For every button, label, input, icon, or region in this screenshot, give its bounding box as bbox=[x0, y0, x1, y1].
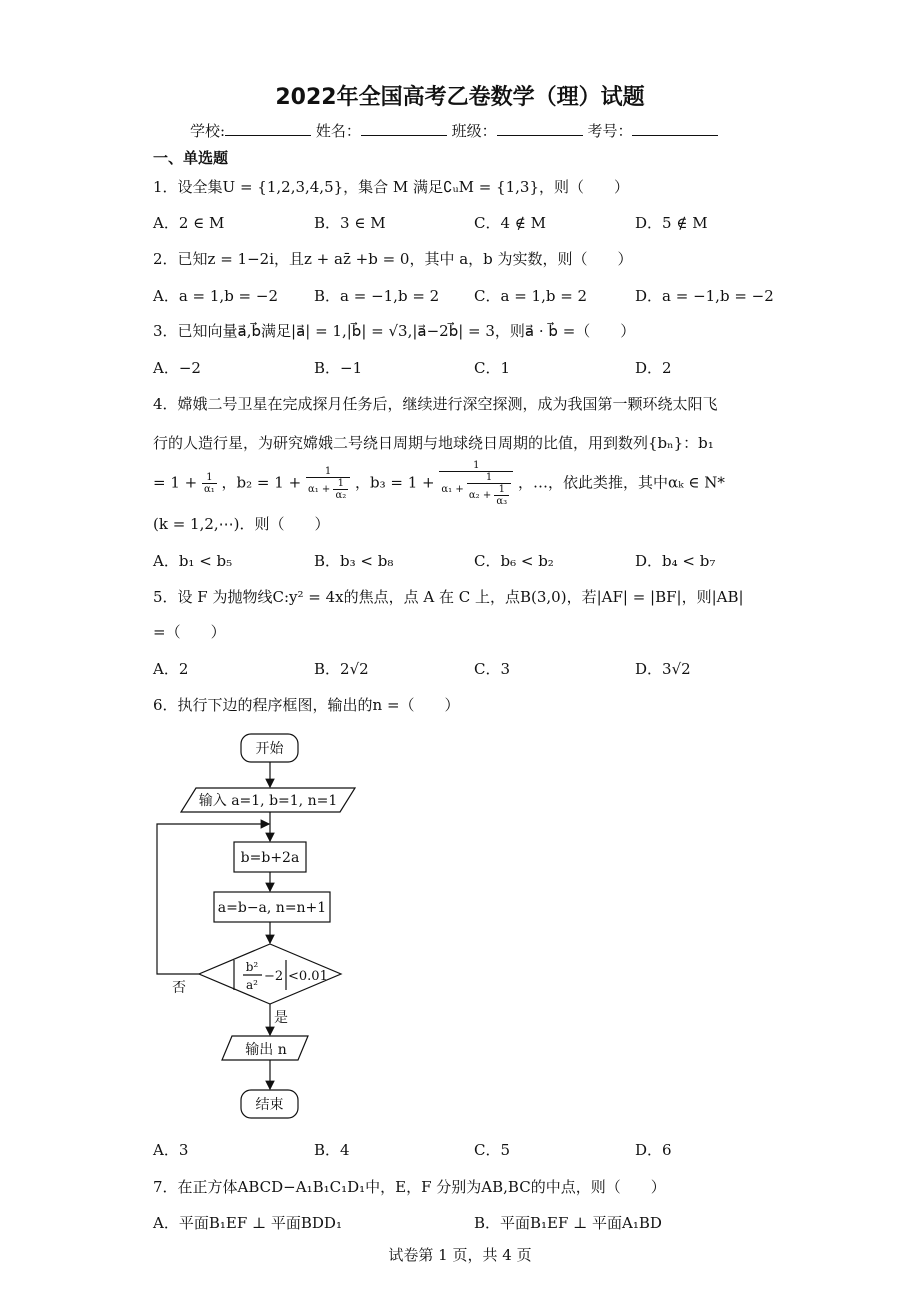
question-4-stem-line-1: 4．嫦娥二号卫星在完成探月任务后，继续进行深空探测，成为我国第一颗环绕太阳飞 bbox=[153, 395, 718, 413]
question-7-option-b: B．平面B₁EF ⊥ 平面A₁BD bbox=[474, 1214, 662, 1232]
flow-cond-minus2: −2 bbox=[264, 969, 284, 984]
question-1-option-c: C．4 ∉ M bbox=[474, 214, 547, 232]
question-6-stem: 6．执行下边的程序框图，输出的n =（ ） bbox=[153, 696, 460, 714]
fraction-b3-inner-denominator: α₃ bbox=[496, 496, 508, 507]
b2-lhs: ，b₂ = 1 + bbox=[221, 473, 302, 492]
flow-cond-threshold: <0.01 bbox=[288, 969, 328, 984]
question-3-option-d: D．2 bbox=[635, 359, 672, 377]
flow-cond-b2: b² bbox=[245, 960, 259, 974]
question-5-stem-line-1: 5．设 F 为抛物线C:y² = 4x的焦点，点 A 在 C 上，点B(3,0)，若|AF| = |BF|，则|AB| bbox=[153, 588, 744, 606]
question-5-option-b: B．2√2 bbox=[314, 660, 369, 678]
question-6-option-d: D．6 bbox=[635, 1141, 672, 1159]
section-heading: 一、单选题 bbox=[153, 149, 229, 167]
question-1-stem: 1．设全集U = {1,2,3,4,5}，集合 M 满足∁ᵤM = {1,3}，则（ ） bbox=[153, 178, 629, 196]
page-footer: 试卷第 1 页，共 4 页 bbox=[388, 1246, 532, 1264]
fraction-b1-denominator: α₁ bbox=[204, 484, 215, 495]
flow-end-text: 结束 bbox=[255, 1097, 284, 1113]
question-2-option-d: D．a = −1,b = −2 bbox=[635, 287, 774, 305]
b3-lhs: ，b₃ = 1 + bbox=[355, 473, 435, 492]
flow-yes-label: 是 bbox=[274, 1010, 288, 1026]
question-4-stem-line-4: (k = 1,2,⋯)．则（ ） bbox=[153, 515, 330, 533]
flow-start-text: 开始 bbox=[255, 741, 284, 757]
question-4-option-b: B．b₃ < b₈ bbox=[314, 552, 394, 570]
page-title: 2022年全国高考乙卷数学（理）试题 bbox=[275, 85, 645, 110]
question-4-option-c: C．b₆ < b₂ bbox=[474, 552, 554, 570]
b3-denominator-alpha1: α₁ + bbox=[441, 484, 464, 495]
question-3-stem: 3．已知向量a⃗,b⃗满足|a⃗| = 1,|b⃗| = √3,|a⃗−2b⃗| = 3，则a⃗ · b⃗ =（ ） bbox=[153, 322, 636, 340]
flow-step1-text: b=b+2a bbox=[240, 850, 300, 866]
b2-denominator-alpha1: α₁ + bbox=[307, 484, 331, 495]
fraction-b2-numerator: 1 bbox=[306, 466, 350, 478]
question-4-tail: ，…，依此类推，其中αₖ ∈ N* bbox=[517, 473, 725, 492]
question-3-option-a: A．−2 bbox=[153, 359, 201, 377]
name-label: 姓名： bbox=[315, 122, 361, 140]
flow-step2-text: a=b−a, n=n+1 bbox=[217, 900, 327, 916]
fraction-b3-inner-numerator: 1 bbox=[494, 484, 509, 496]
fraction-b3-numerator: 1 bbox=[439, 460, 513, 472]
question-6-option-c: C．5 bbox=[474, 1141, 511, 1159]
question-5-option-d: D．3√2 bbox=[635, 660, 691, 678]
b1-lhs: = 1 + bbox=[153, 473, 198, 492]
flow-output-text: 输出 n bbox=[245, 1042, 287, 1058]
question-1-option-b: B．3 ∈ M bbox=[314, 214, 386, 232]
question-2-stem: 2．已知z = 1−2i，且z + az̄ +b = 0，其中 a，b 为实数，则（ ） bbox=[153, 250, 633, 268]
question-2-option-b: B．a = −1,b = 2 bbox=[314, 287, 440, 305]
flow-cond-a2: a² bbox=[246, 978, 258, 992]
fraction-b3-mid-numerator: 1 bbox=[467, 472, 511, 484]
question-5-option-a: A．2 bbox=[153, 660, 189, 678]
flow-no-label: 否 bbox=[172, 980, 186, 996]
fraction-b2-inner-numerator: 1 bbox=[333, 478, 348, 490]
question-1-option-a: A．2 ∈ M bbox=[153, 214, 225, 232]
class-label: 班级： bbox=[451, 122, 497, 140]
question-4-option-d: D．b₄ < b₇ bbox=[635, 552, 716, 570]
fraction-b2-inner-denominator: α₂ bbox=[335, 490, 347, 501]
question-4-stem-line-2: 行的人造行星，为研究嫦娥二号绕日周期与地球绕日周期的比值，用到数列{bₙ}：b₁ bbox=[153, 434, 714, 452]
question-4-option-a: A．b₁ < b₅ bbox=[153, 552, 233, 570]
question-5-option-c: C．3 bbox=[474, 660, 511, 678]
question-5-stem-line-2: =（ ） bbox=[153, 623, 226, 641]
question-3-option-b: B．−1 bbox=[314, 359, 363, 377]
flow-input-text: 输入 a=1, b=1, n=1 bbox=[198, 793, 338, 809]
question-3-option-c: C．1 bbox=[474, 359, 511, 377]
question-1-option-d: D．5 ∉ M bbox=[635, 214, 708, 232]
question-2-option-a: A．a = 1,b = −2 bbox=[153, 287, 279, 305]
question-6-option-b: B．4 bbox=[314, 1141, 350, 1159]
question-2-option-c: C．a = 1,b = 2 bbox=[474, 287, 588, 305]
b3-denominator-alpha2: α₂ + bbox=[468, 490, 492, 501]
fraction-b1-numerator: 1 bbox=[202, 472, 217, 484]
exam-no-label: 考号： bbox=[587, 122, 633, 140]
question-7-option-a: A．平面B₁EF ⊥ 平面BDD₁ bbox=[153, 1214, 342, 1232]
question-6-option-a: A．3 bbox=[153, 1141, 189, 1159]
school-label: 学校: bbox=[190, 122, 226, 140]
question-7-stem: 7．在正方体ABCD−A₁B₁C₁D₁中，E，F 分别为AB,BC的中点，则（ ） bbox=[153, 1178, 666, 1196]
